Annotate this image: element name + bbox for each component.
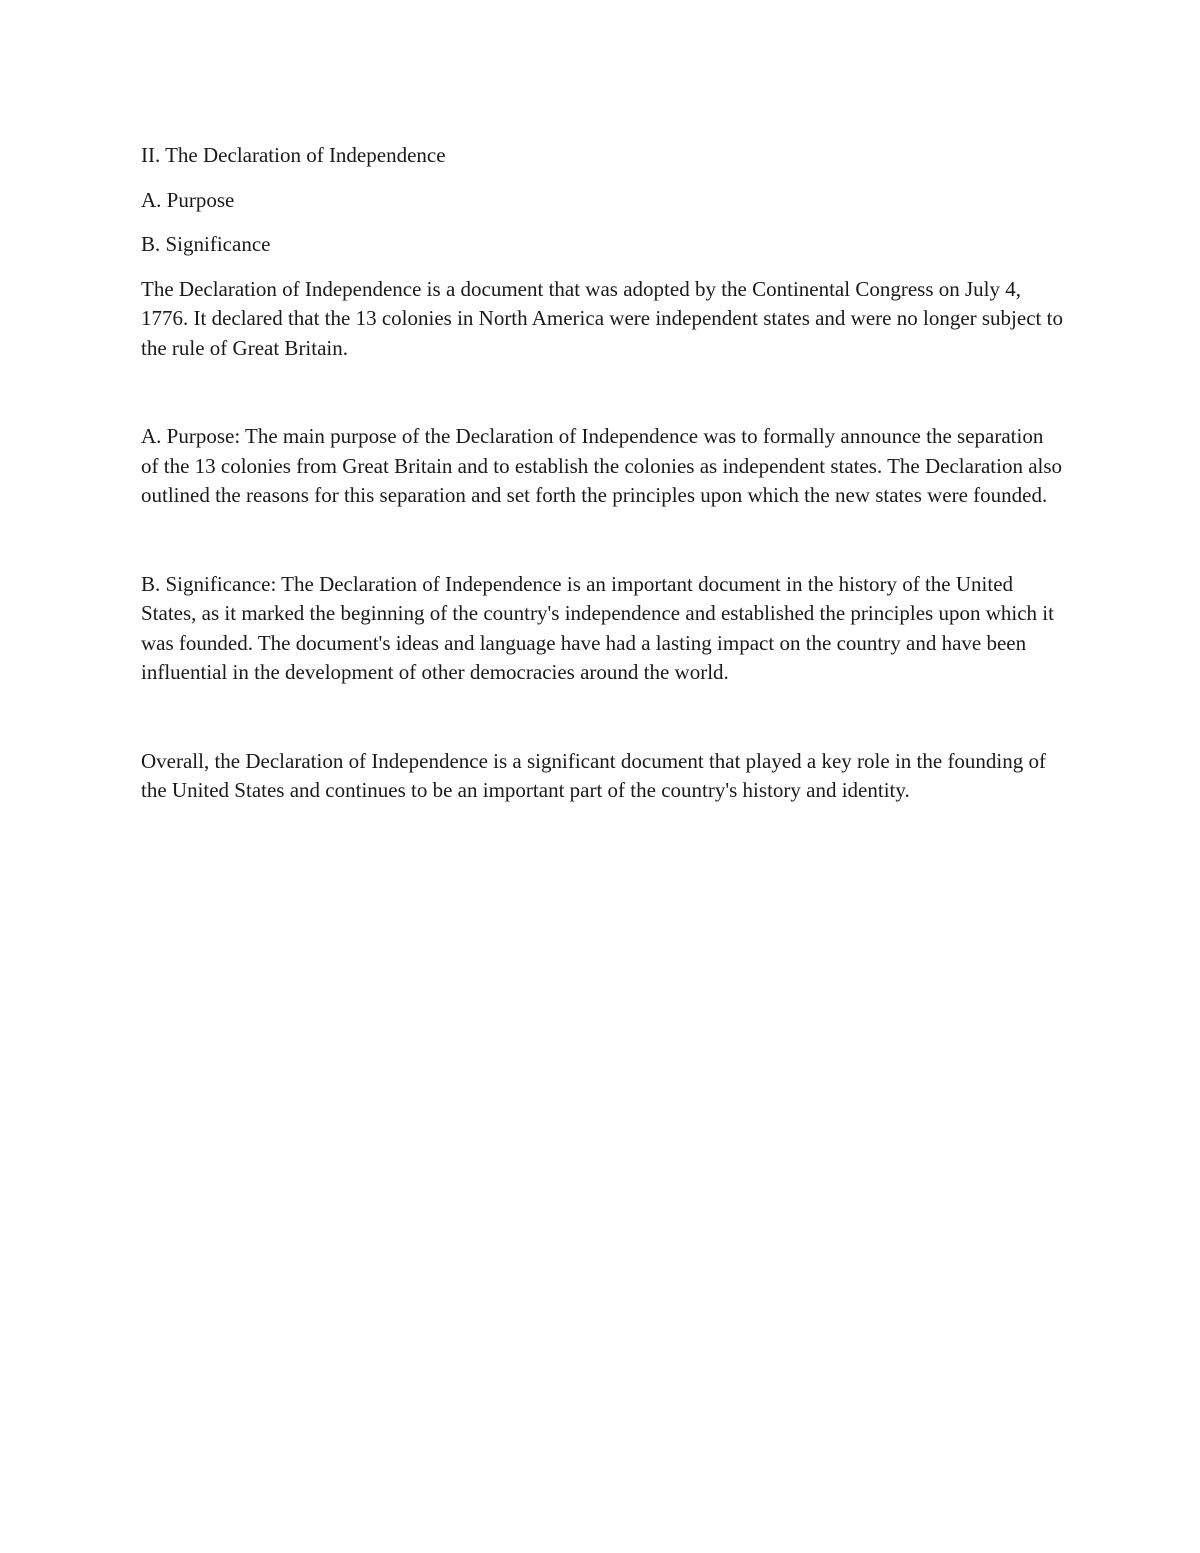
conclusion-paragraph: Overall, the Declaration of Independence is a significant document that played a key role in the founding of the United States and continues to be an important part of the country's history and identity. — [141, 748, 1047, 802]
outline-item-significance: B. Significance — [141, 232, 271, 256]
section-heading: II. The Declaration of Independence — [141, 143, 446, 167]
intro-paragraph: The Declaration of Independence is a document that was adopted by the Continental Congress on July 4, 1776. It declared that the 13 colonies in North America were independent states and were no longer subject to the rule of Great Britain. — [141, 276, 1063, 360]
document-body — [141, 141, 1066, 806]
outline-item-purpose: A. Purpose — [141, 187, 235, 212]
significance-paragraph: B. Significance: The Declaration of Independence is an important document in the history of the United States, as it marked the beginning of the country's independence and established the principles upon which it was founded. The document's ideas and language have had a lasting impact on the country and have been influential in the development of other democracies around the world. — [141, 571, 1054, 684]
purpose-paragraph: A. Purpose: The main purpose of the Declaration of Independence was to formally announce the separation of the 13 colonies from Great Britain and to establish the colonies as independent states. The Declaration also outlined the reasons for this separation and set forth the principles upon which the new states were founded. — [141, 424, 1063, 507]
